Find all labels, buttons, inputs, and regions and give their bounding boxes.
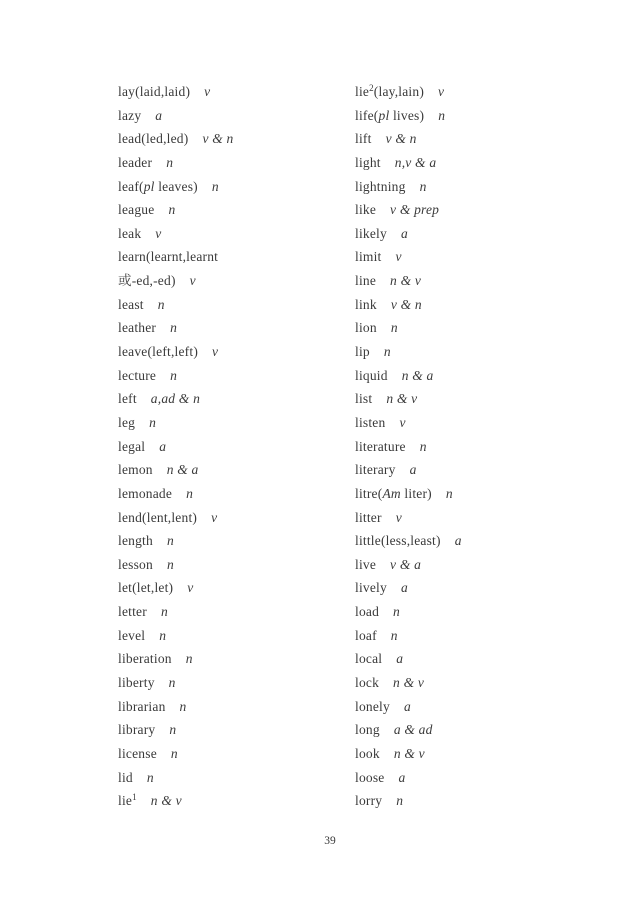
part-of-speech-label: n [157,296,165,312]
part-of-speech-label: n & v [393,675,425,691]
part-of-speech-label: n [149,414,157,430]
entry-line [118,647,233,671]
entry-line [118,458,233,482]
part-of-speech-label: v [395,509,402,525]
entry-line [118,80,233,104]
word-text: lend(lent,lent) [118,509,198,525]
part-of-speech-label: n & a [401,367,434,383]
word-text: listen [355,414,386,430]
word-text: liberation [118,651,172,667]
part-of-speech-label: n [166,533,174,549]
part-of-speech-label: n [393,604,400,620]
word-text: lives) [389,107,425,123]
entry-line [118,151,233,175]
word-text: license [118,745,157,761]
word-text: lightning [355,178,406,194]
part-of-speech-label: v [211,509,218,525]
part-of-speech-label: a [454,533,462,549]
entry-line [118,198,233,222]
word-text: leader [118,154,153,170]
entry-line [118,104,233,128]
word-text: pl [378,107,390,123]
part-of-speech-label: n [166,556,174,572]
word-text: lip [355,344,370,360]
entry-line [118,435,233,459]
word-text: leg [118,414,136,430]
part-of-speech-label: n [211,178,219,194]
word-text: lesson [118,556,153,572]
word-text: life( [355,107,379,123]
part-of-speech-label: n & v [393,745,425,761]
part-of-speech-label: v [399,414,406,430]
part-of-speech-label: n [170,745,178,761]
entry-line [118,789,233,813]
entry-line [355,647,462,671]
entry-line [118,269,233,293]
part-of-speech-label: v & n [202,131,234,147]
word-list-column-right [355,80,462,813]
entry-line [355,175,462,199]
part-of-speech-label: a [400,580,408,596]
part-of-speech-label: n,v & a [394,154,437,170]
word-text: litre( [355,485,383,501]
part-of-speech-label: v [438,84,445,99]
entry-line [118,553,233,577]
entry-line [118,364,233,388]
part-of-speech-label: a [409,462,417,478]
part-of-speech-label: n [160,604,168,620]
word-text: liter) [400,485,432,501]
entry-line [355,222,462,246]
entry-line [118,600,233,624]
part-of-speech-label: n [390,627,398,643]
word-text: literature [355,438,406,454]
word-text: library [118,722,156,738]
part-of-speech-label: v & n [385,131,417,147]
word-text: lead(led,led) [118,131,189,147]
part-of-speech-label: n [169,722,177,738]
entry-line [355,576,462,600]
part-of-speech-label: n [170,367,178,383]
word-text: leather [118,320,157,336]
word-text: pl [143,178,155,194]
entry-line [355,458,462,482]
word-text: link [355,296,377,312]
word-text: line [355,273,377,289]
part-of-speech-label: n [445,485,453,501]
word-text: lazy [118,107,142,123]
entry-line [355,411,462,435]
entry-line [355,600,462,624]
word-text: lock [355,675,380,691]
entry-line [355,245,462,269]
entry-line [355,671,462,695]
part-of-speech-label: n [438,107,446,123]
word-text: lion [355,320,377,336]
word-text: list [355,391,373,407]
entry-line [355,269,462,293]
part-of-speech-label: n [170,320,178,336]
entry-line [355,127,462,151]
word-text: lemonade [118,485,173,501]
entry-line [355,293,462,317]
part-of-speech-label: v [187,580,194,596]
word-text: 或-ed,-ed) [118,273,176,289]
entry-line [118,482,233,506]
part-of-speech-label: a [403,698,411,714]
part-of-speech-label: a,ad & n [150,391,201,407]
part-of-speech-label: n [185,651,193,667]
word-text: legal [118,438,146,454]
entry-line [118,127,233,151]
entry-line [355,624,462,648]
word-text: live [355,556,377,572]
entry-line [118,293,233,317]
part-of-speech-label: n & v [390,273,422,289]
part-of-speech-label: a [400,225,408,241]
entry-line [355,435,462,459]
word-text: lay(laid,laid) [118,84,191,99]
entry-line [118,695,233,719]
word-text: litter [355,509,382,525]
word-text: least [118,296,144,312]
entry-line [355,506,462,530]
word-text: letter [118,604,147,620]
superscript-index: 1 [132,792,137,803]
entry-line [355,104,462,128]
entry-line [118,766,233,790]
page-number: 39 [324,835,336,847]
part-of-speech-label: n [390,320,398,336]
word-text: (lay,lain) [373,84,425,99]
entry-line [118,175,233,199]
word-text: lie [118,793,133,809]
entry-line [355,482,462,506]
superscript-index: 2 [369,83,374,93]
entry-line [118,245,233,269]
part-of-speech-label: v [189,273,196,289]
word-text: little(less,least) [355,533,441,549]
word-text: librarian [118,698,166,714]
word-text: liquid [355,367,388,383]
entry-line [118,671,233,695]
word-text: leaves) [154,178,198,194]
word-text: load [355,604,380,620]
word-text: literary [355,462,396,478]
word-text: lecture [118,367,157,383]
word-text: look [355,745,380,761]
entry-line [118,411,233,435]
word-text: lemon [118,462,153,478]
part-of-speech-label: n [396,793,404,809]
word-text: lively [355,580,387,596]
word-text: lonely [355,698,390,714]
word-text: lid [118,769,133,785]
entry-line [355,529,462,553]
entry-line [118,387,233,411]
word-text: leak [118,225,142,241]
part-of-speech-label: n [383,344,391,360]
word-text: light [355,154,381,170]
part-of-speech-label: a [155,107,163,123]
part-of-speech-label: v [204,84,211,99]
part-of-speech-label: v [212,344,219,360]
entry-line [118,340,233,364]
entry-line [118,718,233,742]
word-text: level [118,627,146,643]
word-text: long [355,722,380,738]
part-of-speech-label: n [146,769,154,785]
part-of-speech-label: n [186,485,194,501]
entry-line [355,695,462,719]
word-text: left [118,391,137,407]
part-of-speech-label: a [398,769,406,785]
word-text: Am [382,485,401,501]
entry-line [118,506,233,530]
entry-line [355,364,462,388]
word-list-column-left [118,80,233,813]
word-text: loose [355,769,385,785]
part-of-speech-label: v [395,249,402,265]
entry-line [118,742,233,766]
part-of-speech-label: v & prep [390,202,440,218]
part-of-speech-label: n [166,154,174,170]
part-of-speech-label: n [159,627,167,643]
part-of-speech-label: n & v [150,793,182,809]
entry-line [355,387,462,411]
word-text: length [118,533,153,549]
part-of-speech-label: v & a [390,556,422,572]
entry-line [355,718,462,742]
word-text: let(let,let) [118,580,174,596]
part-of-speech-label: n [179,698,187,714]
entry-line [355,198,462,222]
part-of-speech-label: n [419,178,427,194]
part-of-speech-label: a & ad [393,722,433,738]
entry-line [118,316,233,340]
entry-line [355,80,462,104]
word-text: learn(learnt,learnt [118,249,219,265]
entry-line [118,576,233,600]
entry-line [118,222,233,246]
word-text: league [118,202,155,218]
word-text: loaf [355,627,377,643]
word-text: leave(left,left) [118,344,199,360]
part-of-speech-label: a [159,438,167,454]
entry-line [355,742,462,766]
entry-line [355,553,462,577]
word-text: leaf( [118,178,144,194]
entry-line [118,624,233,648]
part-of-speech-label: v [155,225,162,241]
part-of-speech-label: a [396,651,404,667]
part-of-speech-label: n & a [166,462,199,478]
entry-line [355,151,462,175]
entry-line [355,340,462,364]
part-of-speech-label: n [168,202,176,218]
word-text: lift [355,131,372,147]
word-text: lie [355,84,370,99]
entry-line [355,789,462,813]
part-of-speech-label: n [168,675,176,691]
entry-line [355,316,462,340]
part-of-speech-label: n [419,438,427,454]
entry-line [118,529,233,553]
word-text: limit [355,249,382,265]
word-text: local [355,651,383,667]
word-text: liberty [118,675,155,691]
word-text: like [355,202,377,218]
entry-line [355,766,462,790]
word-text: lorry [355,793,383,809]
part-of-speech-label: v & n [390,296,422,312]
part-of-speech-label: n & v [386,391,418,407]
word-text: likely [355,225,387,241]
